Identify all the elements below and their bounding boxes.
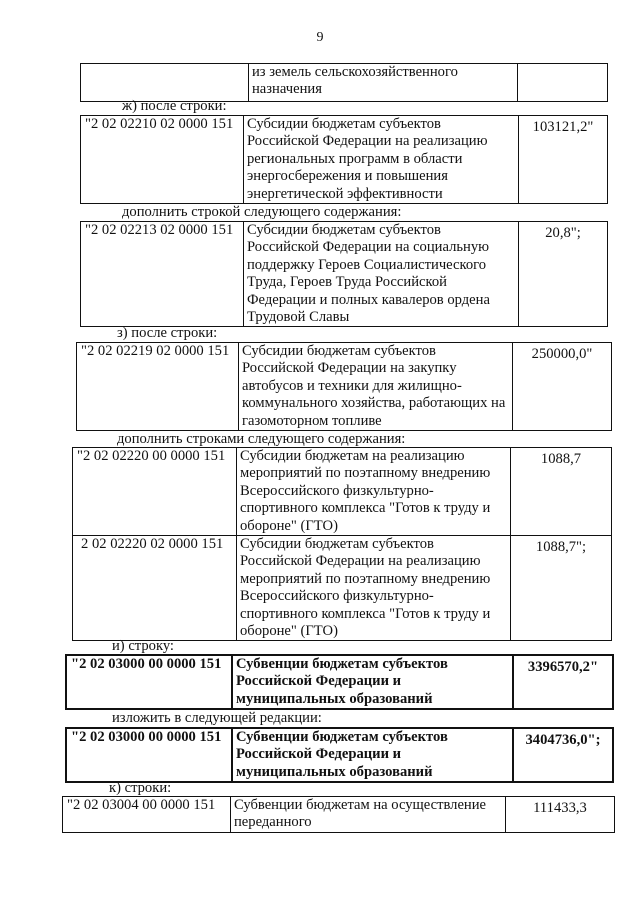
row-text: Субсидии бюджетам субъектов Российской Федерации на социальную поддержку Героев Социалистического Труда, Героев Труда Российской Федерации и полных кавалеров ордена Трудовой Славы bbox=[244, 222, 519, 327]
row-code: 2 02 02220 02 0000 151 bbox=[73, 536, 237, 641]
row-value: 3404736,0"; bbox=[513, 728, 613, 782]
row-code: "2 02 02219 02 0000 151 bbox=[77, 343, 239, 431]
table-add-lines bbox=[72, 447, 612, 641]
instruction-z: з) после строки: bbox=[117, 325, 218, 341]
table-row bbox=[73, 448, 612, 536]
row-text: Субсидии бюджетам субъектов Российской Федерации на реализацию региональных программ в области энергосбережения и повышения энергетической эффективности bbox=[244, 116, 519, 204]
table-k bbox=[62, 796, 615, 833]
table-continued bbox=[80, 63, 608, 102]
row-value: 111433,3 bbox=[506, 797, 615, 833]
table-row bbox=[77, 343, 612, 431]
row-code: "2 02 02210 02 0000 151 bbox=[81, 116, 244, 204]
table-row bbox=[81, 222, 608, 327]
table-row bbox=[81, 64, 608, 102]
table-row bbox=[73, 536, 612, 641]
table-z bbox=[76, 342, 612, 431]
row-text: Субсидии бюджетам субъектов Российской Федерации на закупку автобусов и техники для жилищно-коммунального хозяйства, работающих на газомоторном топливе bbox=[239, 343, 513, 431]
row-code: "2 02 03004 00 0000 151 bbox=[63, 797, 231, 833]
instruction-k: к) строки: bbox=[109, 780, 172, 796]
instruction-edit: изложить в следующей редакции: bbox=[112, 710, 322, 726]
instruction-add-lines: дополнить строками следующего содержания: bbox=[117, 431, 406, 447]
row-value: 103121,2" bbox=[519, 116, 608, 204]
row-value: 20,8"; bbox=[519, 222, 608, 327]
row-code: "2 02 02220 00 0000 151 bbox=[73, 448, 237, 536]
row-text: Субсидии бюджетам субъектов Российской Федерации на реализацию мероприятий по поэтапному внедрению Всероссийского физкультурно-спортивного комплекса "Готов к труду и обороне" (ГТО) bbox=[237, 536, 511, 641]
instruction-i: и) строку: bbox=[112, 638, 174, 654]
row-value: 3396570,2" bbox=[513, 655, 613, 709]
row-code: "2 02 03000 00 0000 151 bbox=[66, 728, 232, 782]
table-row bbox=[66, 728, 613, 782]
row-value bbox=[518, 64, 608, 102]
table-row bbox=[81, 116, 608, 204]
row-text: Субвенции бюджетам на осуществление переданного bbox=[231, 797, 506, 833]
row-text: Субсидии бюджетам на реализацию мероприятий по поэтапному внедрению Всероссийского физкультурно-спортивного комплекса "Готов к труду и обороне" (ГТО) bbox=[237, 448, 511, 536]
instruction-zh: ж) после строки: bbox=[122, 98, 227, 114]
row-value: 250000,0" bbox=[513, 343, 612, 431]
row-value: 1088,7 bbox=[511, 448, 612, 536]
table-row bbox=[63, 797, 615, 833]
row-text: Субвенции бюджетам субъектов Российской Федерации и муниципальных образований bbox=[232, 655, 513, 709]
table-row bbox=[66, 655, 613, 709]
table-add-line bbox=[80, 221, 608, 327]
row-value: 1088,7"; bbox=[511, 536, 612, 641]
instruction-add-line: дополнить строкой следующего содержания: bbox=[122, 204, 402, 220]
table-zh bbox=[80, 115, 608, 204]
row-text: из земель сельскохозяйственного назначения bbox=[249, 64, 518, 102]
row-code bbox=[81, 64, 249, 102]
row-code: "2 02 02213 02 0000 151 bbox=[81, 222, 244, 327]
table-i bbox=[65, 654, 614, 710]
row-code: "2 02 03000 00 0000 151 bbox=[66, 655, 232, 709]
table-edit bbox=[65, 727, 614, 783]
page-number: 9 bbox=[316, 30, 324, 45]
row-text: Субвенции бюджетам субъектов Российской Федерации и муниципальных образований bbox=[232, 728, 513, 782]
